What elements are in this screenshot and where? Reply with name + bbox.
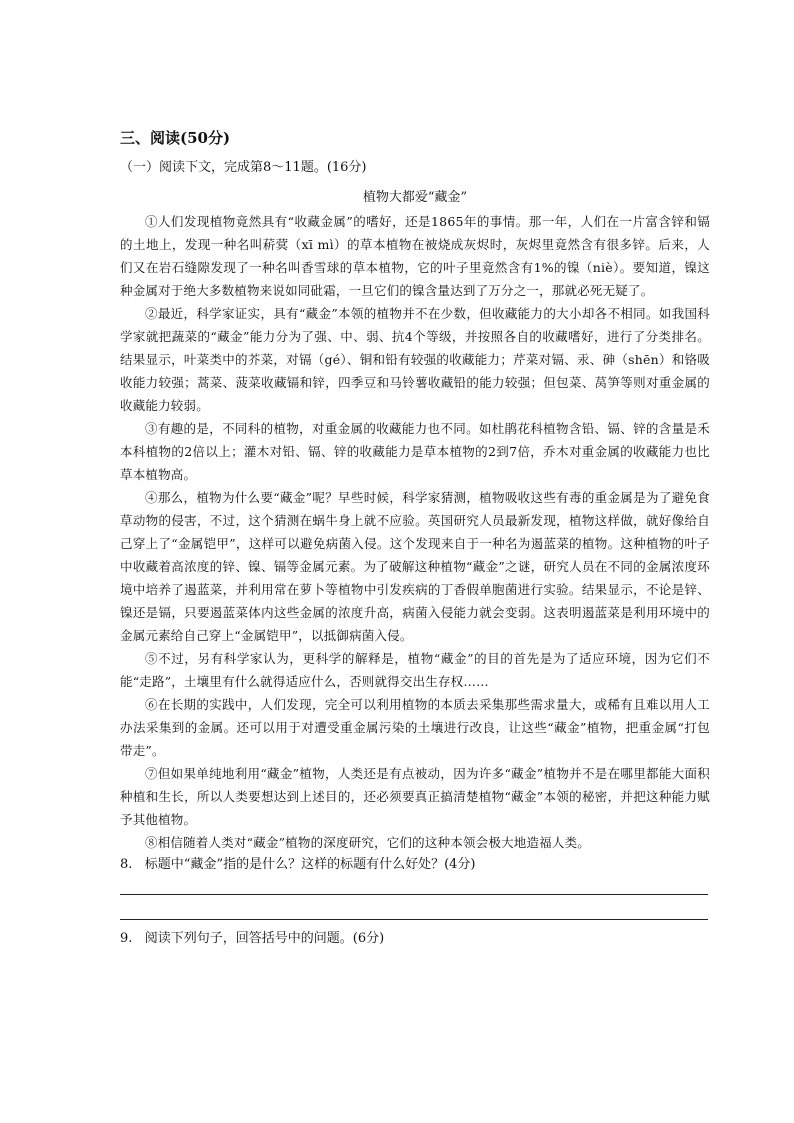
exam-page bbox=[120, 128, 710, 950]
subsection-instruction: （一）阅读下文，完成第8～11题。(16分) bbox=[120, 160, 367, 175]
question-9: 9. 阅读下列句子，回答括号中的问题。(6分) bbox=[120, 931, 385, 946]
paragraph-3: ③有趣的是，不同科的植物，对重金属的收藏能力也不同。如杜鹃花科植物含铅、镉、锌的含量是禾本科植物的2倍以上；灌木对铅、镉、锌的收藏能力是草本植物的2到7倍，乔木对重金属的收藏能力也比草本植物高。 bbox=[120, 421, 710, 482]
answer-line[interactable] bbox=[120, 919, 708, 920]
paragraph-2: ②最近，科学家证实，具有“藏金”本领的植物并不在少数，但收藏能力的大小却各不相同。如我国科学家就把蔬菜的“藏金”能力分为了强、中、弱、抗4个等级，并按照各自的收藏嗜好，进行了分类排名。结果显示，叶菜类中的芥菜，对镉（gé）、铜和铅有较强的收藏能力；芹菜对镉、汞、砷（shēn）和铬吸收能力较强；蒿菜、菠菜收藏镉和锌，四季豆和马铃薯收藏铅的能力较强；但包菜、莴笋等则对重金属的收藏能力较弱。 bbox=[120, 306, 710, 413]
paragraph-8: ⑧相信随着人类对“藏金”植物的深度研究，它们的这种本领会极大地造福人类。 bbox=[145, 835, 590, 850]
article-title: 植物大都爱“藏金” bbox=[362, 190, 468, 205]
paragraph-7: ⑦但如果单纯地利用“藏金”植物，人类还是有点被动，因为许多“藏金”植物并不是在哪里都能大面积种植和生长，所以人类要想达到上述目的，还必须要真正搞清楚植物“藏金”本领的秘密，并把这种能力赋予其他植物。 bbox=[120, 766, 710, 827]
paragraph-6: ⑥在长期的实践中，人们发现，完全可以利用植物的本质去采集那些需求量大，或稀有且难以用人工办法采集到的金属。还可以用于对遭受重金属污染的土壤进行改良，让这些“藏金”植物，把重金属“打包带走”。 bbox=[120, 697, 710, 758]
paragraph-5: ⑤不过，另有科学家认为，更科学的解释是，植物“藏金”的目的首先是为了适应环境，因为它们不能“走路”，土壤里有什么就得适应什么，否则就得交出生存权…… bbox=[120, 651, 710, 689]
paragraph-4: ④那么，植物为什么要“藏金”呢？早些时候，科学家猜测，植物吸收这些有毒的重金属是为了避免食草动物的侵害，不过，这个猜测在蜗牛身上就不应验。英国研究人员最新发现，植物这样做，就好像给自己穿上了“金属铠甲”，这样可以避免病菌入侵。这个发现来自于一种名为遏蓝菜的植物。这种植物的叶子中收藏着高浓度的锌、镍、镉等金属元素。为了破解这种植物“藏金”之谜，研究人员在不同的金属浓度环境中培养了遏蓝菜，并利用常在萝卜等植物中引发疾病的丁香假单胞菌进行实验。结果显示，不论是锌、镍还是镉，只要遏蓝菜体内这些金属的浓度升高，病菌入侵能力就会变弱。这表明遏蓝菜是利用环境中的金属元素给自己穿上“金属铠甲”，以抵御病菌入侵。 bbox=[120, 490, 710, 643]
answer-line[interactable] bbox=[120, 894, 708, 895]
question-8: 8. 标题中“藏金”指的是什么？这样的标题有什么好处？(4分) bbox=[120, 857, 476, 872]
section-title: 三、阅读(50分) bbox=[120, 129, 231, 147]
paragraph-1: ①人们发现植物竟然具有“收藏金属”的嗜好，还是1865年的事情。那一年，人们在一片富含锌和镉的土地上，发现一种名叫菥蓂（xī mì）的草本植物在被烧成灰烬时，灰烬里竟然含有很多锌。后来，人们又在岩石缝隙发现了一种名叫香雪球的草本植物，它的叶子里竟然含有1%的镍（niè）。要知道，镍这种金属对于绝大多数植物来说如同砒霜，一旦它们的镍含量达到了万分之一，那就必死无疑了。 bbox=[120, 214, 710, 298]
